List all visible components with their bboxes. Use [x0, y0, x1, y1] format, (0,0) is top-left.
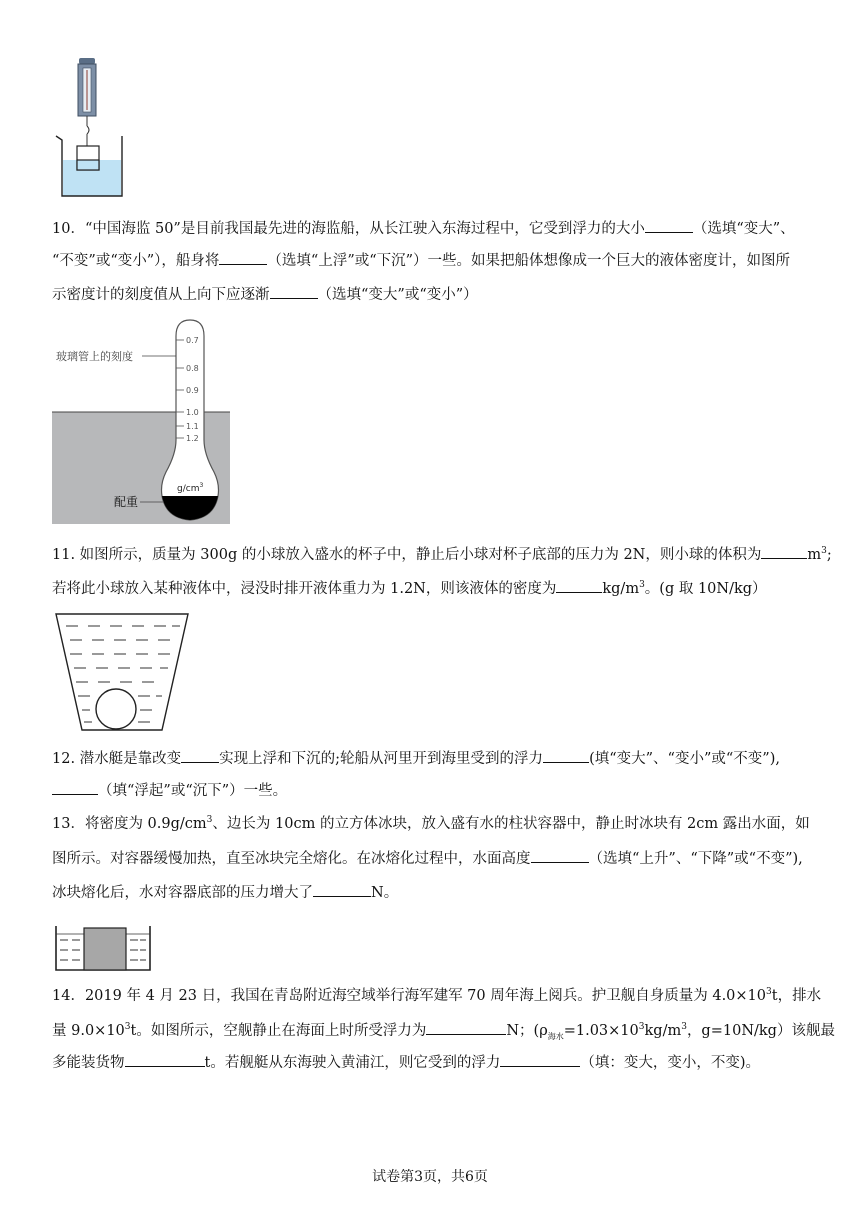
q14-blank-2[interactable]	[125, 1052, 205, 1067]
q11-blank-1[interactable]	[761, 544, 807, 559]
q11-line-2: 若将此小球放入某种液体中，浸没时排开液体重力为 1.2N，则该液体的密度为 $kg/m^3$。(g 取 10N/kg）	[52, 578, 767, 599]
q13-blank-2[interactable]	[313, 882, 371, 897]
q13-line-2: 图所示。对容器缓慢加热，直至冰块完全熔化。在冰熔化过程中，水面高度 （选填“上升”、“下降”或“不变”),	[52, 848, 803, 869]
q13-line-1: 13．将密度为 $0.9g/cm^3$、边长为 10cm 的立方体冰块，放入盛有水的柱状容器中，静止时冰块有 2cm 露出水面，如	[52, 815, 810, 832]
q12-line-2: （填“浮起”或“沉下”）一些。	[52, 780, 287, 801]
ball	[96, 689, 136, 729]
tick-label-0.9: 0.9	[186, 386, 199, 395]
q10-blank-1[interactable]	[645, 218, 693, 233]
q12-blank-2[interactable]	[543, 748, 589, 763]
page-footer: 试卷第3页，共6页	[372, 1169, 488, 1185]
weight-label: 配重	[114, 495, 139, 509]
unit-label: $g/cm^3$	[177, 482, 204, 494]
scale-label: 玻璃管上的刻度	[56, 350, 133, 363]
q13-line-3: 冰块熔化后，水对容器底部的压力增大了 N。	[52, 882, 398, 903]
q10-line-2: “不变”或“变小”），船身将 （选填“上浮”或“下沉”）一些。如果把船体想像成一个巨大的液体密度计，如图所	[52, 250, 790, 271]
q12-line-1: 12. 潜水艇是靠改变 实现上浮和下沉的;轮船从河里开到海里受到的浮力 (填“变大”、“变小”或“不变”),	[52, 748, 780, 769]
q14-blank-1[interactable]	[426, 1020, 506, 1035]
tick-label-1.2: 1.2	[186, 434, 199, 443]
q14-line-1: 14．2019 年 4 月 23 日，我国在青岛附近海空域举行海军建军 70 周年海上阅兵。护卫舰自身质量为 $4.0\times 10^3t$，排水	[52, 987, 822, 1004]
ice-cube-container-figure	[54, 924, 154, 974]
q13-blank-1[interactable]	[531, 848, 589, 863]
ice-cube	[84, 928, 126, 970]
q11-blank-2[interactable]	[556, 578, 602, 593]
q12-blank-1[interactable]	[181, 748, 219, 763]
q14-blank-3[interactable]	[500, 1052, 580, 1067]
q10-blank-2[interactable]	[219, 250, 267, 265]
tick-label-0.7: 0.7	[186, 336, 199, 345]
tick-label-1.0: 1.0	[186, 408, 199, 417]
q10-blank-3[interactable]	[270, 284, 318, 299]
q14-line-3: 多能装货物 t。若舰艇从东海驶入黄浦江，则它受到的浮力 （填：变大，变小，不变)。	[52, 1052, 760, 1073]
q12-blank-3[interactable]	[52, 780, 98, 795]
q14-line-2: 量 $9.0\times 10^3t$。如图所示，空舰静止在海面上时所受浮力为 N；($\rho_{海水}=1.03\times 10^3kg/m^3$，g=10N/kg）该舰最	[52, 1020, 835, 1041]
q10-line-1: 10．“中国海监 50”是目前我国最先进的海监船，从长江驶入东海过程中，它受到浮力的大小 （选填“变大”、	[52, 218, 795, 239]
q10-line-3: 示密度计的刻度值从上向下应逐渐 （选填“变大”或“变小”）	[52, 284, 478, 305]
ball-in-cup-figure	[54, 612, 190, 734]
tick-label-0.8: 0.8	[186, 364, 199, 373]
hydrometer-figure	[52, 316, 234, 528]
tick-label-1.1: 1.1	[186, 422, 199, 431]
q11-line-1: 11. 如图所示，质量为 300g 的小球放入盛水的杯子中，静止后小球对杯子底部的压力为 2N，则小球的体积为 $m^3$;	[52, 544, 832, 565]
spring-scale-beaker-figure	[52, 56, 132, 201]
